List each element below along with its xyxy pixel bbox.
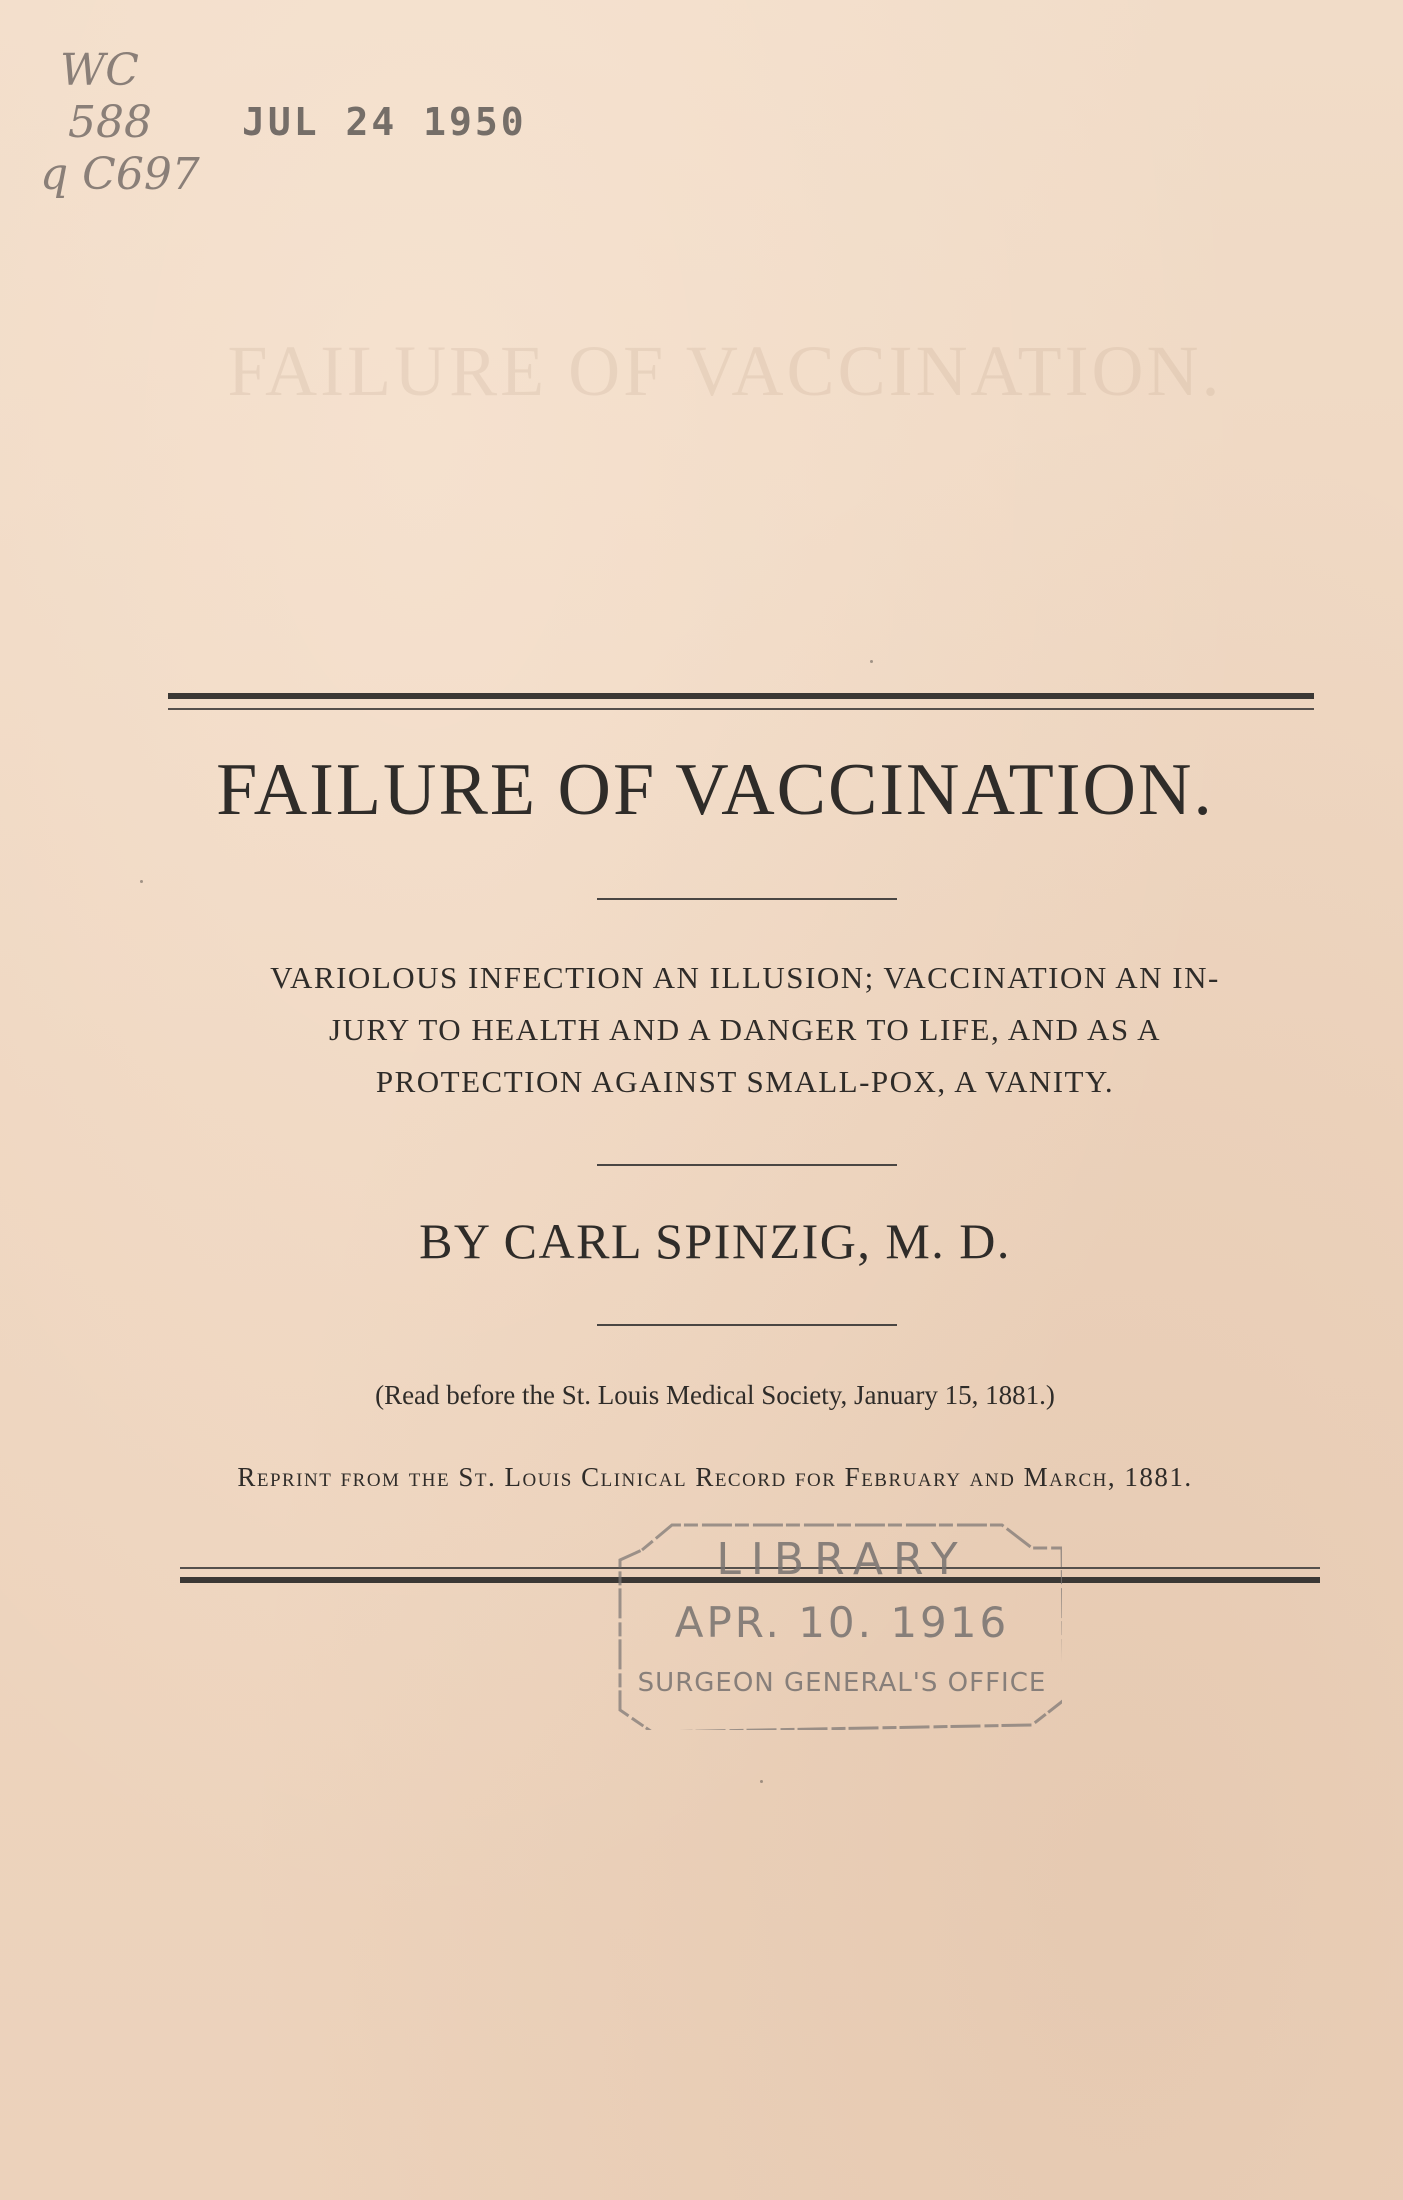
call-number-line: q C697 <box>40 149 200 200</box>
paper-speck <box>870 660 873 663</box>
received-date-stamp: JUL 24 1950 <box>242 100 527 144</box>
read-before-note: (Read before the St. Louis Medical Society, January 15, 1881.) <box>375 1380 1055 1410</box>
stamp-line-office: SURGEON GENERAL'S OFFICE <box>637 1668 1047 1698</box>
author-line: BY CARL SPINZIG, M. D. <box>419 1213 1011 1269</box>
handwritten-call-number <box>40 45 200 201</box>
subtitle-line: JURY TO HEALTH AND A DANGER TO LIFE, AND AS A <box>329 1012 1161 1047</box>
subtitle-line: VARIOLOUS INFECTION AN ILLUSION; VACCINATION AN IN- <box>270 960 1220 995</box>
top-rule-thick <box>168 693 1314 699</box>
reprint-note: Reprint from the St. Louis Clinical Record for February and March, 1881. <box>237 1462 1193 1492</box>
divider-rule <box>597 898 897 900</box>
divider-rule <box>597 1164 897 1166</box>
document-title: FAILURE OF VACCINATION. <box>216 749 1214 831</box>
paper-speck <box>140 880 143 883</box>
paper-speck <box>760 1780 763 1783</box>
stamp-line-library: LIBRARY <box>716 1534 968 1585</box>
bleed-through-title: FAILURE OF VACCINATION. <box>227 331 1223 411</box>
document-subtitle <box>160 952 1330 1108</box>
call-number-line: WC <box>60 45 139 96</box>
subtitle-line: PROTECTION AGAINST SMALL-POX, A VANITY. <box>375 1064 1115 1099</box>
call-number-line: 588 <box>68 97 152 148</box>
library-stamp <box>612 1520 1062 1730</box>
top-rule-thin <box>168 708 1314 710</box>
stamp-line-date: APR. 10. 1916 <box>674 1598 1010 1647</box>
divider-rule <box>597 1324 897 1326</box>
